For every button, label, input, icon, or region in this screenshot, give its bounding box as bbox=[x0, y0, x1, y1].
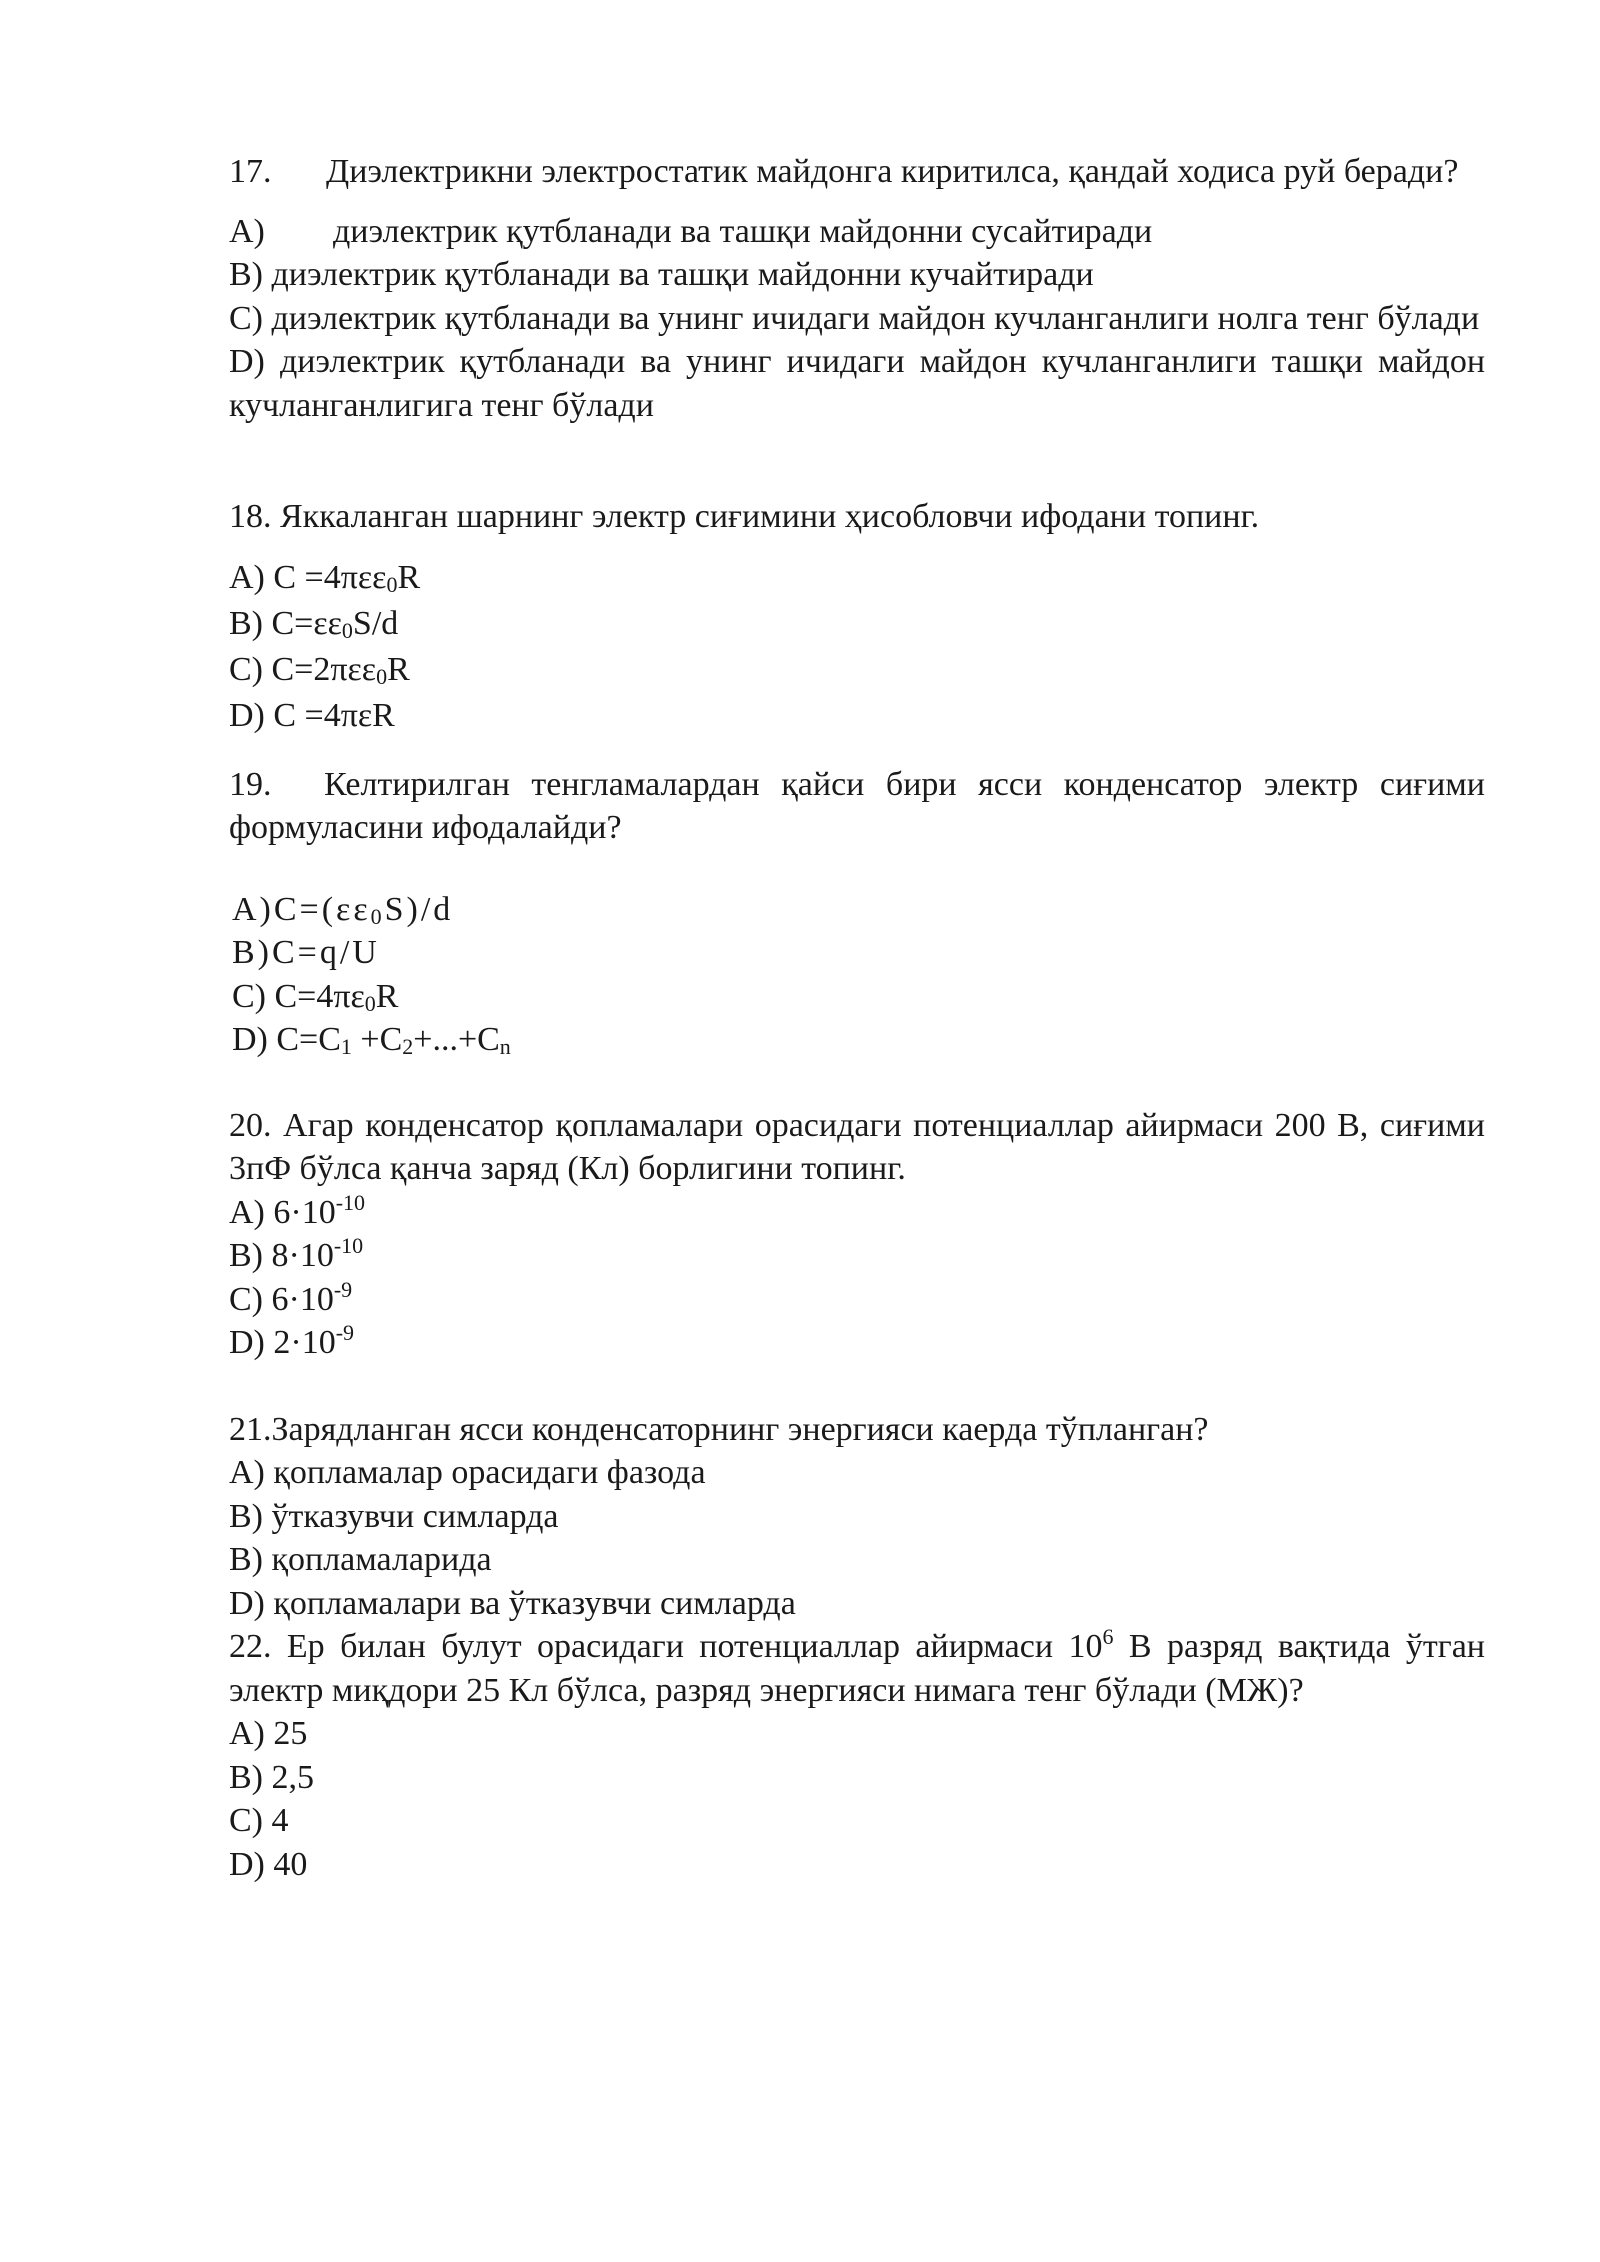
question-number: 19. bbox=[229, 765, 272, 803]
option-a: A) 25 bbox=[229, 1715, 308, 1752]
option-d: D) $C=C_1 +C_2+...+C_n$ bbox=[232, 1021, 511, 1059]
option-a: A) $6\cdot 10^{-10}$ bbox=[229, 1189, 366, 1231]
question-20 bbox=[229, 1104, 1485, 1365]
option-c: C) диэлектрик қутбланади ва унинг ичидаги майдон кучланганлиги нолга тенг бўлади bbox=[229, 299, 1480, 337]
question-number: 17. bbox=[229, 153, 272, 190]
question-18 bbox=[229, 495, 1485, 739]
option-c: C) $C=4\pi\varepsilon_0R$ bbox=[232, 977, 399, 1016]
question-21-text: 21.Зарядланган ясси конденсаторнинг энергияси каерда тўпланган? bbox=[229, 1410, 1209, 1448]
question-22 bbox=[229, 1625, 1485, 1886]
option-d: D) $2\cdot 10^{-9}$ bbox=[229, 1320, 355, 1361]
question-17 bbox=[229, 150, 1485, 427]
question-19 bbox=[229, 763, 1485, 1062]
option-c: C) C=2πεε$_0$R bbox=[229, 650, 410, 689]
option-d: D) диэлектрик қутбланади ва унинг ичидаги майдон кучланганлиги ташқи майдон кучланганлигига тенг бўлади bbox=[229, 343, 1486, 424]
question-17-text: 17. Диэлектрикни электростатик майдонга киритилса, қандай ходиса руй беради? bbox=[229, 150, 1485, 194]
question-21 bbox=[229, 1408, 1485, 1626]
option-b: B) $8\cdot 10^{-10}$ bbox=[229, 1233, 364, 1274]
option-d: D) қопламалари ва ўтказувчи симларда bbox=[229, 1584, 796, 1622]
document-page bbox=[229, 150, 1485, 1886]
option-d: D) C =4πεR bbox=[229, 696, 395, 734]
option-b: B) $C=\varepsilon\varepsilon_0S/d$ bbox=[229, 604, 399, 643]
option-b: B) диэлектрик қутбланади ва ташқи майдонни кучайтиради bbox=[229, 256, 1094, 293]
option-a: A) қопламалар орасидаги фазода bbox=[229, 1454, 706, 1491]
option-c: C) 4 bbox=[229, 1802, 289, 1839]
option-b: B) 2,5 bbox=[229, 1758, 314, 1796]
option-a: A) C =4πεε$_0$R bbox=[229, 558, 421, 597]
option-a: $A)C=(\varepsilon\varepsilon_0S)/d$ bbox=[232, 890, 454, 929]
question-18-text: 18. Яккаланган шарнинг электр сиғимини ҳисобловчи ифодани топинг. bbox=[229, 498, 1260, 535]
option-b: B) ўтказувчи симларда bbox=[229, 1497, 559, 1535]
question-19-text: 19. Келтирилган тенгламалардан қайси бири ясси конденсатор электр сиғими формуласини ифодалайди? bbox=[229, 763, 1485, 850]
question-20-text: 20. Агар конденсатор қопламалари орасидаги потенциаллар айирмаси 200 В, сиғими 3пФ бўлса қанча заряд (Кл) борлигини топинг. bbox=[229, 1106, 1485, 1187]
option-c: C) $6\cdot 10^{-9}$ bbox=[229, 1276, 353, 1318]
option-c: B) қопламаларида bbox=[229, 1541, 492, 1578]
option-b: B)C=q/U bbox=[232, 934, 380, 971]
question-22-text: 22. Ер билан булут орасидаги потенциаллар айирмаси $10^6$ В разряд вақтида ўтган электр миқдори 25 Кл бўлса, разряд энергияси нимага тенг бўлади (МЖ)? bbox=[229, 1624, 1485, 1709]
option-d: D) 40 bbox=[229, 1845, 308, 1883]
option-a: A) диэлектрик қутбланади ва ташқи майдонни сусайтиради bbox=[229, 212, 1153, 250]
